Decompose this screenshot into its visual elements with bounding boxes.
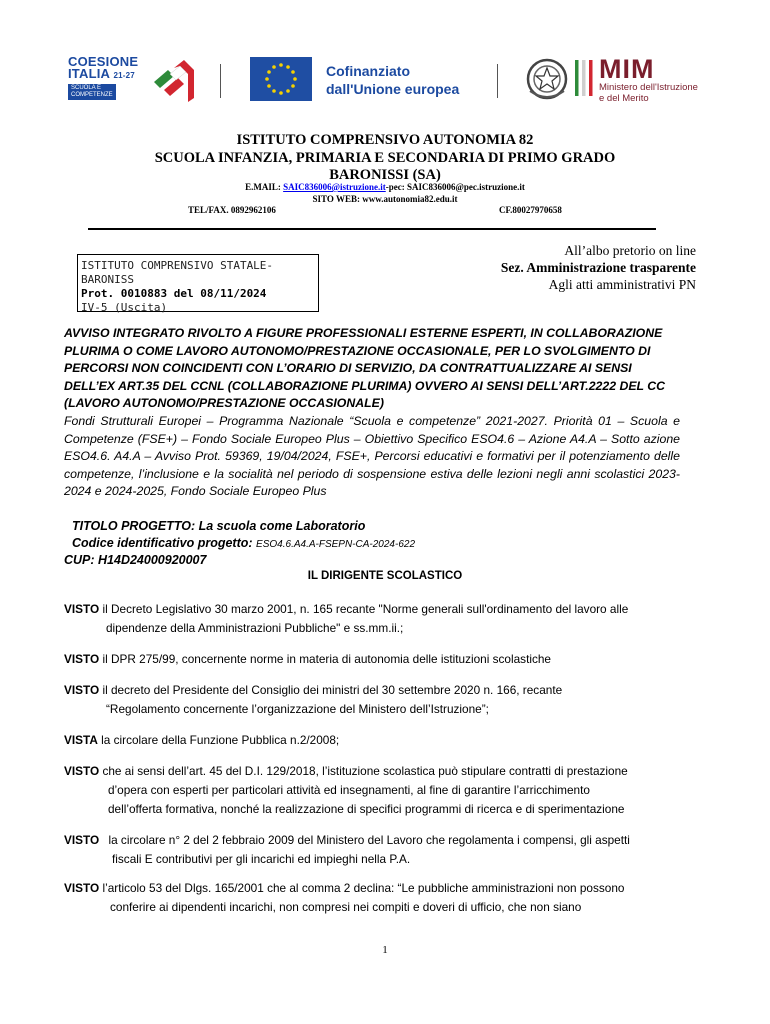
visto-keyword: VISTO — [64, 602, 100, 616]
header-divider — [88, 228, 656, 230]
mim-acronym: MIM — [599, 54, 655, 84]
visto-text: la circolare n° 2 del 2 febbraio 2009 del Ministero del Lavoro che regolamenta i compensi, gli aspetti — [108, 833, 630, 847]
visto-keyword: VISTO — [64, 833, 100, 847]
visto-text-cont: dipendenze della Amministrazioni Pubbliche" e ss.mm.ii.; — [106, 621, 404, 635]
coesione-sub1: SCUOLA E — [71, 85, 102, 91]
vista-text: la circolare della Funzione Pubblica n.2/2008; — [101, 733, 340, 747]
coesione-sub — [68, 84, 116, 100]
visto-keyword: VISTO — [64, 764, 100, 778]
institute-name: ISTITUTO COMPRENSIVO AUTONOMIA 82 — [236, 132, 534, 148]
logo-separator-2 — [497, 64, 498, 98]
visto-clause — [64, 879, 704, 917]
mim-line2: e del Merito — [599, 93, 649, 104]
coesione-years: 21-27 — [113, 71, 135, 80]
project-code-value: ESO4.6.A4.A-FSEPN-CA-2024-622 — [256, 539, 416, 550]
visto-text: che ai sensi dell’art. 45 del D.I. 129/2018, l’istituzione scolastica può stipulare contratti di prestazione — [102, 764, 628, 778]
project-title: TITOLO PROGETTO: La scuola come Laboratorio — [72, 519, 366, 533]
email-line — [0, 182, 770, 193]
stamp-protocol: Prot. 0010883 del 08/11/2024 — [81, 287, 267, 300]
visto-text: il DPR 275/99, concernente norme in materia di autonomia delle istituzioni scolastiche — [102, 652, 551, 666]
project-code-label: Codice identificativo progetto: — [72, 536, 253, 550]
school-levels: SCUOLA INFANZIA, PRIMARIA E SECONDARIA DI PRIMO GRADO — [154, 150, 616, 166]
eu-flag-icon — [250, 57, 312, 101]
recipients — [501, 242, 696, 293]
stamp-classification: IV-5 (Uscita) — [81, 301, 168, 314]
visto-clause — [64, 650, 704, 669]
telfax: TEL/FAX. 0892962106 — [188, 205, 276, 215]
recipient-albo: All’albo pretorio on line — [564, 243, 696, 258]
mim-line1: Ministero dell'Istruzione — [599, 82, 698, 93]
recipient-atti: Agli atti amministrativi PN — [548, 277, 696, 292]
logo-separator — [220, 64, 221, 98]
vista-clause — [64, 731, 704, 750]
visto-text-cont: dell’offerta formativa, nonché la realizzazione di specifici programmi di ricerca e di sperimentazione — [108, 802, 625, 816]
coesione-line2: ITALIA — [68, 66, 110, 81]
fondi-paragraph: Fondi Strutturali Europei – Programma Nazionale “Scuola e competenze” 2021-2027. Priorità 01 – Scuola e Competenze (FSE+) – Fondo Sociale Europeo Plus – Obiettivo Specifico ESO4.6 – Azione A4.A – Sotto azione ESO4.6. A4.A – Avviso Prot. 59369, 19/04/2024, FSE+, Percorsi educativi e formativi per il potenziamento delle competenze, l’inclusione e la socialità nel periodo di sospensione estiva delle lezioni negli anni scolastici 2023-2024 e 2024-2025, Fondo Sociale Europeo Plus — [64, 414, 680, 498]
dirigente-heading: IL DIRIGENTE SCOLASTICO — [307, 570, 463, 582]
page-number: 1 — [382, 944, 388, 956]
website: SITO WEB: www.autonomia82.edu.it — [312, 194, 458, 204]
visto-text: l’articolo 53 del Dlgs. 165/2001 che al comma 2 declina: “Le pubbliche amministrazioni non possono — [102, 881, 625, 895]
project-cup: CUP: H14D24000920007 — [64, 553, 207, 567]
visto-text-cont: fiscali E contributivi per gli incarichi ed impieghi nella P.A. — [112, 852, 411, 866]
eu-line1: Cofinanziato — [326, 63, 410, 79]
pec-text: -pec: SAIC836006@pec.istruzione.it — [385, 182, 525, 192]
visto-keyword: VISTO — [64, 652, 100, 666]
mim-logo-text — [599, 56, 698, 104]
mim-stripes-icon — [573, 58, 595, 98]
email-label: E.MAIL: — [245, 182, 284, 192]
italian-emblem-icon — [524, 57, 570, 101]
visto-text: il Decreto Legislativo 30 marzo 2001, n. 165 recante "Norme generali sull'ordinamento del lavoro alle — [102, 602, 629, 616]
stamp-institute: ISTITUTO COMPRENSIVO STATALE-BARONISS — [81, 259, 274, 286]
avviso-title: AVVISO INTEGRATO RIVOLTO A FIGURE PROFESSIONALI ESTERNE ESPERTI, IN COLLABORAZIONE PLURIMA O COME LAVORO AUTONOMO/PRESTAZIONE OCCASIONALE, PER LO SVOLGIMENTO DI PERCORSI NON COINCIDENTI CON L’ORARIO DI SERVIZIO, DA CONTRATTUALIZZARE AI SENSI DELL’EX ART.35 DEL CCNL (COLLABORAZIONE PLURIMA) OVVERO AI SENSI DELL’ART.2222 DEL CC (LAVORO AUTONOMO/PRESTAZIONE OCCASIONALE) — [64, 326, 666, 410]
visto-keyword: VISTO — [64, 683, 100, 697]
visto-text-cont: “Regolamento concernente l’organizzazione del Ministero dell’Istruzione”; — [106, 702, 489, 716]
visto-keyword: VISTO — [64, 881, 100, 895]
coesione-flag-icon — [150, 60, 194, 102]
visto-clause — [64, 762, 704, 819]
school-city: BARONISSI (SA) — [329, 167, 441, 183]
visto-text: il decreto del Presidente del Consiglio dei ministri del 30 settembre 2020 n. 166, recante — [102, 683, 563, 697]
coesione-line1: COESIONE — [68, 54, 139, 69]
eu-logo-text — [326, 62, 459, 98]
fiscal-code: CF.80027970658 — [499, 205, 562, 215]
visto-text-cont: conferire ai dipendenti incarichi, non compresi nei compiti e doveri di ufficio, che non siano — [110, 900, 582, 914]
visto-clause — [64, 681, 704, 719]
recipient-amministrazione: Sez. Amministrazione trasparente — [500, 260, 696, 275]
visto-clause — [64, 600, 704, 638]
protocol-stamp — [77, 254, 319, 312]
email-link[interactable]: SAIC836006@istruzione.it — [283, 182, 386, 192]
project-code-row — [72, 535, 415, 553]
visto-clause — [64, 831, 704, 869]
visto-text-cont: d’opera con esperti per particolari attività ed insegnamenti, al fine di garantire l’arricchimento — [108, 783, 590, 797]
coesione-sub2: COMPETENZE — [71, 92, 113, 98]
coesione-italia-logo — [68, 56, 196, 104]
eu-line2: dall'Unione europea — [326, 81, 460, 97]
vista-keyword: VISTA — [64, 733, 98, 747]
